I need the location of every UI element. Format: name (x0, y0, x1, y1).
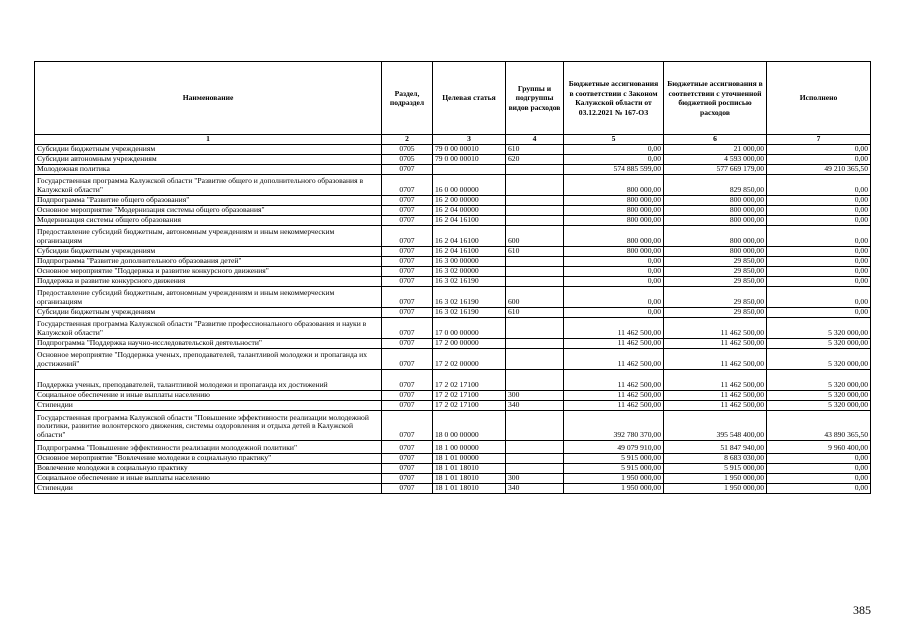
table-row (35, 175, 871, 196)
row-vid: 300 (506, 391, 564, 401)
row-law-amount: 0,00 (564, 308, 664, 318)
row-done-amount: 43 890 365,50 (767, 411, 871, 441)
row-name: Предоставление субсидий бюджетным, автономным учреждениям и иным некоммерческим организациям (35, 287, 382, 308)
row-plan-amount: 29 850,00 (664, 287, 767, 308)
row-statya: 17 0 00 00000 (433, 318, 506, 339)
row-vid (506, 196, 564, 206)
row-law-amount: 0,00 (564, 145, 664, 155)
row-law-amount: 574 885 599,00 (564, 165, 664, 175)
table-row (35, 226, 871, 247)
table-header (35, 62, 871, 135)
row-razdel: 0707 (382, 349, 433, 370)
table-row (35, 257, 871, 267)
column-number: 5 (564, 135, 664, 145)
row-plan-amount: 11 462 500,00 (664, 370, 767, 391)
table-row (35, 247, 871, 257)
header-name: Наименование (35, 62, 382, 135)
row-vid: 340 (506, 484, 564, 494)
row-name: Субсидии автономным учреждениям (35, 155, 382, 165)
row-razdel: 0707 (382, 165, 433, 175)
row-law-amount: 1 950 000,00 (564, 474, 664, 484)
row-vid: 300 (506, 474, 564, 484)
row-statya: 16 2 00 00000 (433, 196, 506, 206)
row-plan-amount: 800 000,00 (664, 247, 767, 257)
row-vid (506, 349, 564, 370)
row-law-amount: 0,00 (564, 277, 664, 287)
row-plan-amount: 800 000,00 (664, 206, 767, 216)
row-name: Основное мероприятие "Поддержка и развитие конкурсного движения" (35, 267, 382, 277)
row-name: Социальное обеспечение и иные выплаты населению (35, 391, 382, 401)
row-vid: 620 (506, 155, 564, 165)
table-row (35, 308, 871, 318)
column-number: 2 (382, 135, 433, 145)
row-plan-amount: 11 462 500,00 (664, 339, 767, 349)
row-name: Основное мероприятие "Модернизация системы общего образования" (35, 206, 382, 216)
row-law-amount: 392 780 370,00 (564, 411, 664, 441)
row-done-amount: 0,00 (767, 257, 871, 267)
row-plan-amount: 1 950 000,00 (664, 484, 767, 494)
column-number: 6 (664, 135, 767, 145)
table-row (35, 411, 871, 441)
table-row (35, 454, 871, 464)
row-plan-amount: 395 548 400,00 (664, 411, 767, 441)
row-done-amount: 5 320 000,00 (767, 370, 871, 391)
row-name: Основное мероприятие "Вовлечение молодежи в социальную практику" (35, 454, 382, 464)
row-law-amount: 1 950 000,00 (564, 484, 664, 494)
row-vid (506, 339, 564, 349)
row-statya: 17 2 02 17100 (433, 370, 506, 391)
row-razdel: 0707 (382, 206, 433, 216)
row-done-amount: 9 960 400,00 (767, 441, 871, 454)
row-vid: 600 (506, 226, 564, 247)
table-row (35, 196, 871, 206)
row-done-amount: 5 320 000,00 (767, 349, 871, 370)
row-name: Стипендии (35, 401, 382, 411)
row-law-amount: 0,00 (564, 287, 664, 308)
row-plan-amount: 11 462 500,00 (664, 349, 767, 370)
row-name: Социальное обеспечение и иные выплаты населению (35, 474, 382, 484)
row-razdel: 0707 (382, 474, 433, 484)
row-done-amount: 5 320 000,00 (767, 318, 871, 339)
row-vid (506, 464, 564, 474)
row-done-amount: 0,00 (767, 216, 871, 226)
row-statya: 17 2 02 00000 (433, 349, 506, 370)
row-vid (506, 318, 564, 339)
row-razdel: 0707 (382, 308, 433, 318)
row-vid (506, 411, 564, 441)
row-statya: 16 2 04 16100 (433, 226, 506, 247)
row-statya: 16 3 02 16190 (433, 308, 506, 318)
row-vid: 600 (506, 287, 564, 308)
row-name: Основное мероприятие "Поддержка ученых, преподавателей, талантливой молодежи и пропаганда их достижений" (35, 349, 382, 370)
row-statya: 16 2 04 16100 (433, 247, 506, 257)
row-law-amount: 800 000,00 (564, 226, 664, 247)
row-plan-amount: 800 000,00 (664, 196, 767, 206)
table-row (35, 401, 871, 411)
row-done-amount: 0,00 (767, 308, 871, 318)
row-name: Субсидии бюджетным учреждениям (35, 308, 382, 318)
row-plan-amount: 800 000,00 (664, 216, 767, 226)
row-vid (506, 267, 564, 277)
table-body (35, 135, 871, 494)
page-number: 385 (853, 603, 871, 617)
row-statya: 17 2 02 17100 (433, 401, 506, 411)
row-razdel: 0707 (382, 370, 433, 391)
row-statya: 16 0 00 00000 (433, 175, 506, 196)
table-row (35, 370, 871, 391)
row-razdel: 0707 (382, 318, 433, 339)
row-razdel: 0707 (382, 411, 433, 441)
row-done-amount: 0,00 (767, 145, 871, 155)
row-plan-amount: 829 850,00 (664, 175, 767, 196)
row-vid (506, 277, 564, 287)
row-plan-amount: 8 683 030,00 (664, 454, 767, 464)
row-done-amount: 0,00 (767, 277, 871, 287)
row-done-amount: 49 210 365,50 (767, 165, 871, 175)
row-vid (506, 454, 564, 464)
row-name: Государственная программа Калужской области "Повышение эффективности реализации молодежной политики, развитие волонтерского движения, системы оздоровления и отдыха детей в Калужской области" (35, 411, 382, 441)
table-row (35, 267, 871, 277)
row-statya: 16 3 02 16190 (433, 287, 506, 308)
row-law-amount: 800 000,00 (564, 247, 664, 257)
row-vid: 340 (506, 401, 564, 411)
row-plan-amount: 51 847 940,00 (664, 441, 767, 454)
row-plan-amount: 21 000,00 (664, 145, 767, 155)
row-done-amount: 0,00 (767, 287, 871, 308)
row-name: Государственная программа Калужской области "Развитие общего и дополнительного образования в Калужской области" (35, 175, 382, 196)
row-done-amount: 0,00 (767, 474, 871, 484)
row-name: Субсидии бюджетным учреждениям (35, 247, 382, 257)
column-number: 3 (433, 135, 506, 145)
column-number: 1 (35, 135, 382, 145)
column-number: 7 (767, 135, 871, 145)
row-law-amount: 11 462 500,00 (564, 391, 664, 401)
table-row (35, 441, 871, 454)
row-law-amount: 800 000,00 (564, 175, 664, 196)
row-law-amount: 11 462 500,00 (564, 401, 664, 411)
row-done-amount: 0,00 (767, 247, 871, 257)
row-statya: 16 3 00 00000 (433, 257, 506, 267)
row-done-amount: 0,00 (767, 196, 871, 206)
row-plan-amount: 800 000,00 (664, 226, 767, 247)
budget-table (34, 61, 871, 494)
row-vid (506, 370, 564, 391)
table-row (35, 165, 871, 175)
row-name: Вовлечение молодежи в социальную практику (35, 464, 382, 474)
row-razdel: 0707 (382, 464, 433, 474)
row-plan-amount: 577 669 179,00 (664, 165, 767, 175)
row-done-amount: 0,00 (767, 206, 871, 216)
row-name: Молодежная политика (35, 165, 382, 175)
row-razdel: 0707 (382, 196, 433, 206)
row-law-amount: 5 915 000,00 (564, 464, 664, 474)
row-vid (506, 216, 564, 226)
row-vid: 610 (506, 247, 564, 257)
row-law-amount: 11 462 500,00 (564, 318, 664, 339)
row-vid: 610 (506, 145, 564, 155)
row-done-amount: 5 320 000,00 (767, 339, 871, 349)
table-row (35, 339, 871, 349)
row-done-amount: 0,00 (767, 464, 871, 474)
row-name: Подпрограмма "Развитие дополнительного образования детей" (35, 257, 382, 267)
row-statya: 18 1 01 18010 (433, 474, 506, 484)
table-row (35, 391, 871, 401)
row-law-amount: 5 915 000,00 (564, 454, 664, 464)
row-statya: 16 2 04 00000 (433, 206, 506, 216)
row-law-amount: 0,00 (564, 257, 664, 267)
header-vid: Группы и подгруппы видов расходов (506, 62, 564, 135)
table-row (35, 277, 871, 287)
row-razdel: 0707 (382, 257, 433, 267)
table-row (35, 216, 871, 226)
row-done-amount: 5 320 000,00 (767, 401, 871, 411)
table-row (35, 318, 871, 339)
table-row (35, 464, 871, 474)
row-done-amount: 0,00 (767, 175, 871, 196)
row-plan-amount: 11 462 500,00 (664, 401, 767, 411)
header-law: Бюджетные ассигнования в соответствии с Законом Калужской области от 03.12.2021 № 167-ОЗ (564, 62, 664, 135)
row-vid (506, 175, 564, 196)
row-name: Подпрограмма "Повышение эффективности реализации молодежной политики" (35, 441, 382, 454)
row-plan-amount: 11 462 500,00 (664, 391, 767, 401)
table-row (35, 474, 871, 484)
row-plan-amount: 29 850,00 (664, 267, 767, 277)
row-statya: 17 2 02 17100 (433, 391, 506, 401)
row-vid (506, 257, 564, 267)
row-statya: 17 2 00 00000 (433, 339, 506, 349)
row-law-amount: 800 000,00 (564, 216, 664, 226)
row-statya: 79 0 00 00010 (433, 155, 506, 165)
row-done-amount: 5 320 000,00 (767, 391, 871, 401)
row-law-amount: 11 462 500,00 (564, 339, 664, 349)
row-name: Подпрограмма "Развитие общего образования" (35, 196, 382, 206)
row-razdel: 0707 (382, 339, 433, 349)
row-statya: 16 3 02 00000 (433, 267, 506, 277)
table-row (35, 155, 871, 165)
header-plan: Бюджетные ассигнования в соответствии с уточненной бюджетной росписью расходов (664, 62, 767, 135)
row-plan-amount: 1 950 000,00 (664, 474, 767, 484)
row-plan-amount: 11 462 500,00 (664, 318, 767, 339)
header-razdel: Раздел, подраздел (382, 62, 433, 135)
row-razdel: 0707 (382, 454, 433, 464)
row-plan-amount: 29 850,00 (664, 277, 767, 287)
row-statya (433, 165, 506, 175)
row-name: Поддержка ученых, преподавателей, талантливой молодежи и пропаганда их достижений (35, 370, 382, 391)
row-statya: 16 3 02 16190 (433, 277, 506, 287)
table-row (35, 484, 871, 494)
row-statya: 16 2 04 16100 (433, 216, 506, 226)
row-name: Субсидии бюджетным учреждениям (35, 145, 382, 155)
row-law-amount: 0,00 (564, 267, 664, 277)
row-done-amount: 0,00 (767, 454, 871, 464)
header-done: Исполнено (767, 62, 871, 135)
row-plan-amount: 4 593 000,00 (664, 155, 767, 165)
row-name: Поддержка и развитие конкурсного движения (35, 277, 382, 287)
row-razdel: 0705 (382, 145, 433, 155)
row-statya: 18 1 00 00000 (433, 441, 506, 454)
column-number-row (35, 135, 871, 145)
row-razdel: 0707 (382, 287, 433, 308)
row-name: Модернизация системы общего образования (35, 216, 382, 226)
row-law-amount: 800 000,00 (564, 196, 664, 206)
row-vid: 610 (506, 308, 564, 318)
row-statya: 79 0 00 00010 (433, 145, 506, 155)
row-razdel: 0705 (382, 155, 433, 165)
row-name: Стипендии (35, 484, 382, 494)
row-razdel: 0707 (382, 247, 433, 257)
row-law-amount: 49 079 910,00 (564, 441, 664, 454)
row-razdel: 0707 (382, 226, 433, 247)
row-name: Предоставление субсидий бюджетным, автономным учреждениям и иным некоммерческим организациям (35, 226, 382, 247)
row-statya: 18 1 01 18010 (433, 464, 506, 474)
row-done-amount: 0,00 (767, 267, 871, 277)
row-razdel: 0707 (382, 441, 433, 454)
row-statya: 18 0 00 00000 (433, 411, 506, 441)
row-done-amount: 0,00 (767, 484, 871, 494)
row-razdel: 0707 (382, 484, 433, 494)
row-razdel: 0707 (382, 401, 433, 411)
row-done-amount: 0,00 (767, 226, 871, 247)
row-razdel: 0707 (382, 267, 433, 277)
table-row (35, 287, 871, 308)
row-vid (506, 206, 564, 216)
row-razdel: 0707 (382, 216, 433, 226)
row-plan-amount: 5 915 000,00 (664, 464, 767, 474)
row-razdel: 0707 (382, 277, 433, 287)
row-vid (506, 441, 564, 454)
row-name: Подпрограмма "Поддержка научно-исследовательской деятельности" (35, 339, 382, 349)
row-law-amount: 11 462 500,00 (564, 370, 664, 391)
row-law-amount: 11 462 500,00 (564, 349, 664, 370)
row-plan-amount: 29 850,00 (664, 257, 767, 267)
row-vid (506, 165, 564, 175)
row-name: Государственная программа Калужской области "Развитие профессионального образования и науки в Калужской области" (35, 318, 382, 339)
row-law-amount: 800 000,00 (564, 206, 664, 216)
column-number: 4 (506, 135, 564, 145)
table-row (35, 349, 871, 370)
row-statya: 18 1 01 00000 (433, 454, 506, 464)
row-plan-amount: 29 850,00 (664, 308, 767, 318)
header-statya: Целевая статья (433, 62, 506, 135)
row-done-amount: 0,00 (767, 155, 871, 165)
row-razdel: 0707 (382, 391, 433, 401)
row-razdel: 0707 (382, 175, 433, 196)
row-law-amount: 0,00 (564, 155, 664, 165)
row-statya: 18 1 01 18010 (433, 484, 506, 494)
table-row (35, 145, 871, 155)
table-row (35, 206, 871, 216)
